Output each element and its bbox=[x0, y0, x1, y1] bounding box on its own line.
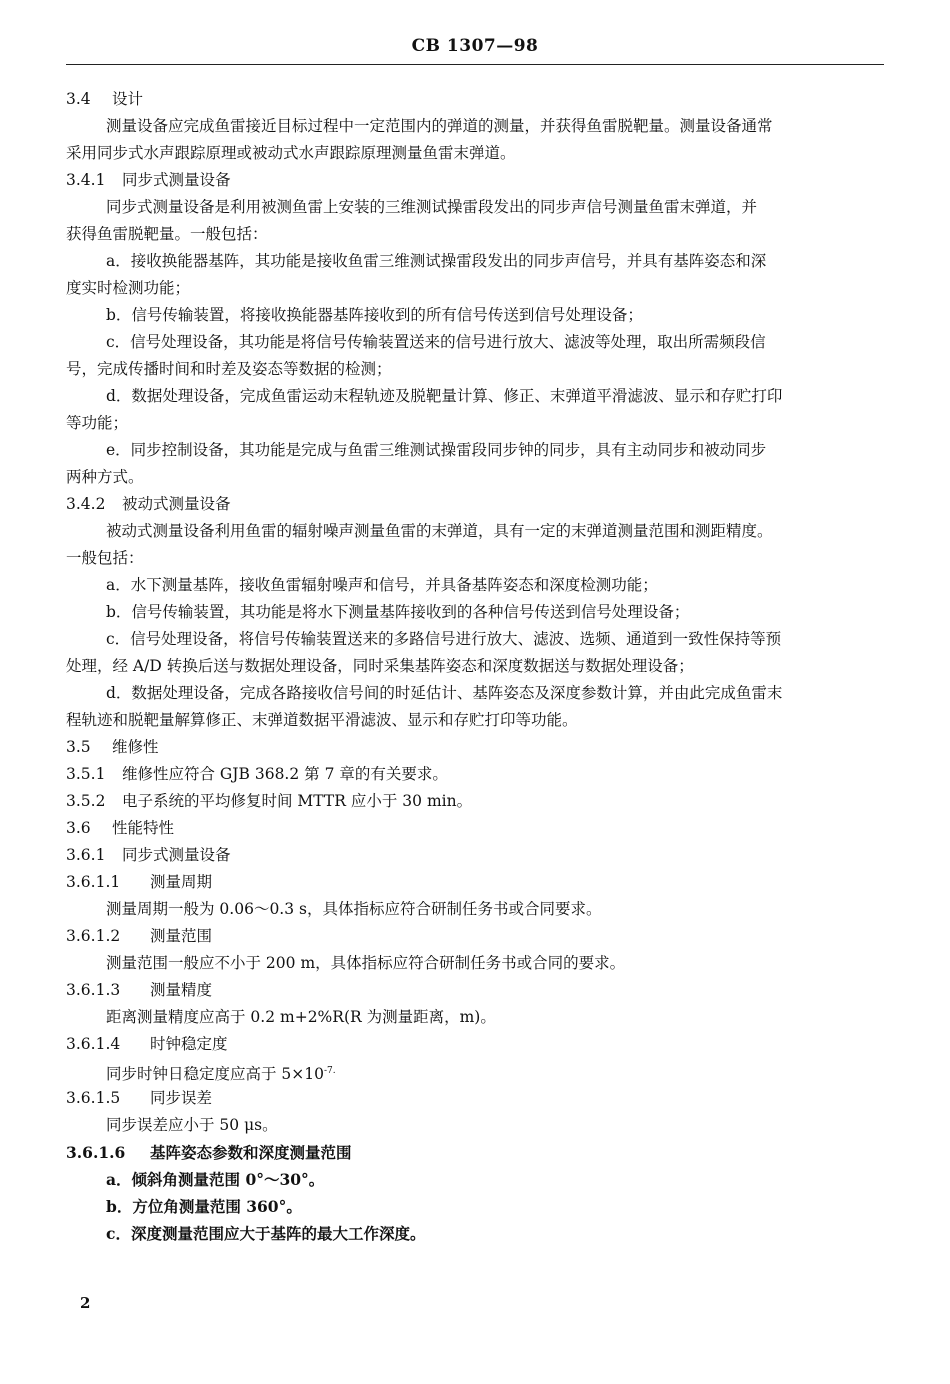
section-title: 时钟稳定度 bbox=[150, 1035, 228, 1053]
clause-3-5-2 bbox=[66, 788, 884, 815]
list-item-a: a．水下测量基阵，接收鱼雷辐射噪声和信号，并具备基阵姿态和深度检测功能； bbox=[106, 576, 658, 594]
section-number: 3.4 bbox=[66, 90, 91, 108]
paragraph-line: 被动式测量设备利用鱼雷的辐射噪声测量鱼雷的末弹道，具有一定的末弹道测量范围和测距精度。 bbox=[106, 522, 773, 540]
section-title: 被动式测量设备 bbox=[122, 495, 231, 513]
standard-code: CB 1307—98 bbox=[411, 36, 539, 56]
section-number: 3.5.1 bbox=[66, 765, 106, 783]
list-item-c-cont: 处理，经 A/D 转换后送与数据处理设备，同时采集基阵姿态和深度数据送与数据处理设备； bbox=[66, 657, 694, 675]
section-title: 性能特性 bbox=[112, 819, 175, 837]
heading-3-4 bbox=[66, 86, 884, 113]
section-title: 测量范围 bbox=[150, 927, 213, 945]
list-item-c: c．信号处理设备，将信号传输装置送来的多路信号进行放大、滤波、选频、通道到一致性保持等预 bbox=[106, 630, 782, 648]
heading-3-5 bbox=[66, 734, 884, 761]
page-number: 2 bbox=[80, 1294, 91, 1312]
clause-3-5-1 bbox=[66, 761, 884, 788]
list-item-d: d．数据处理设备，完成鱼雷运动末程轨迹及脱靶量计算、修正、末弹道平滑滤波、显示和存贮打印 bbox=[106, 387, 783, 405]
list-item-b: b．信号传输装置，其功能是将水下测量基阵接收到的各种信号传送到信号处理设备； bbox=[106, 603, 690, 621]
section-number: 3.5 bbox=[66, 738, 91, 756]
section-number: 3.6.1 bbox=[66, 846, 106, 864]
list-item-a-cont: 度实时检测功能； bbox=[66, 279, 191, 297]
paragraph-line: 距离测量精度应高于 0.2 m+2%R(R 为测量距离，m)。 bbox=[106, 1008, 496, 1026]
list-item-a: a．接收换能器基阵，其功能是接收鱼雷三维测试操雷段发出的同步声信号，并具有基阵姿态和深 bbox=[106, 252, 767, 270]
list-item-c: c．信号处理设备，其功能是将信号传输装置送来的信号进行放大、滤波等处理，取出所需频段信 bbox=[106, 333, 766, 351]
paragraph-line: 同步式测量设备是利用被测鱼雷上安装的三维测试操雷段发出的同步声信号测量鱼雷末弹道，并 bbox=[106, 198, 758, 216]
list-item-d-cont: 等功能； bbox=[66, 414, 129, 432]
heading-3-4-1 bbox=[66, 167, 884, 194]
paragraph-line: 采用同步式水声跟踪原理或被动式水声跟踪原理测量鱼雷末弹道。 bbox=[66, 144, 516, 162]
paragraph-line: 同步误差应小于 50 μs。 bbox=[106, 1116, 278, 1134]
section-number: 3.6 bbox=[66, 819, 91, 837]
paragraph-line: 获得鱼雷脱靶量。一般包括： bbox=[66, 225, 268, 243]
section-number: 3.6.1.3 bbox=[66, 981, 121, 999]
page-content bbox=[66, 86, 884, 1247]
section-title: 同步式测量设备 bbox=[122, 171, 231, 189]
clock-stability-text: 同步时钟日稳定度应高于 5×10 bbox=[106, 1065, 324, 1083]
list-item-d-cont: 程轨迹和脱靶量解算修正、末弹道数据平滑滤波、显示和存贮打印等功能。 bbox=[66, 711, 578, 729]
section-title: 维修性 bbox=[112, 738, 159, 756]
section-number: 3.6.1.5 bbox=[66, 1089, 121, 1107]
clause-text: 维修性应符合 GJB 368.2 第 7 章的有关要求。 bbox=[122, 765, 448, 783]
list-item-e-cont: 两种方式。 bbox=[66, 468, 144, 486]
heading-3-6-1-3 bbox=[66, 977, 884, 1004]
section-number: 3.6.1.4 bbox=[66, 1035, 121, 1053]
section-number: 3.4.2 bbox=[66, 495, 106, 513]
heading-3-4-2 bbox=[66, 491, 884, 518]
section-title: 设计 bbox=[112, 90, 144, 108]
section-number: 3.4.1 bbox=[66, 171, 106, 189]
section-number: 3.5.2 bbox=[66, 792, 106, 810]
heading-3-6-1-5 bbox=[66, 1085, 884, 1112]
list-item-b: b．信号传输装置，将接收换能器基阵接收到的所有信号传送到信号处理设备； bbox=[106, 306, 643, 324]
list-item-b: b．方位角测量范围 360°。 bbox=[106, 1197, 302, 1216]
paragraph-line: 测量范围一般应不小于 200 m，具体指标应符合研制任务书或合同的要求。 bbox=[106, 954, 626, 972]
section-number: 3.6.1.6 bbox=[66, 1143, 126, 1162]
list-item-c: c．深度测量范围应大于基阵的最大工作深度。 bbox=[106, 1224, 426, 1243]
section-title: 基阵姿态参数和深度测量范围 bbox=[150, 1143, 352, 1162]
heading-3-6-1 bbox=[66, 842, 884, 869]
list-item-e: e．同步控制设备，其功能是完成与鱼雷三维测试操雷段同步钟的同步，具有主动同步和被动同步 bbox=[106, 441, 767, 459]
clause-text: 电子系统的平均修复时间 MTTR 应小于 30 min。 bbox=[122, 792, 473, 810]
paragraph-line: 测量周期一般为 0.06～0.3 s，具体指标应符合研制任务书或合同要求。 bbox=[106, 900, 602, 918]
paragraph-line: 一般包括： bbox=[66, 549, 144, 567]
section-number: 3.6.1.1 bbox=[66, 873, 121, 891]
exponent: -7. bbox=[324, 1066, 336, 1076]
list-item-d: d．数据处理设备，完成各路接收信号间的时延估计、基阵姿态及深度参数计算，并由此完成鱼雷末 bbox=[106, 684, 783, 702]
list-item-c-cont: 号，完成传播时间和时差及姿态等数据的检测； bbox=[66, 360, 392, 378]
paragraph-line bbox=[66, 1058, 884, 1085]
heading-3-6-1-4 bbox=[66, 1031, 884, 1058]
paragraph-line: 测量设备应完成鱼雷接近目标过程中一定范围内的弹道的测量，并获得鱼雷脱靶量。测量设备通常 bbox=[106, 117, 773, 135]
section-title: 测量精度 bbox=[150, 981, 213, 999]
heading-3-6 bbox=[66, 815, 884, 842]
section-title: 同步误差 bbox=[150, 1089, 213, 1107]
heading-3-6-1-1 bbox=[66, 869, 884, 896]
section-title: 同步式测量设备 bbox=[122, 846, 231, 864]
section-number: 3.6.1.2 bbox=[66, 927, 121, 945]
list-item-a: a．倾斜角测量范围 0°～30°。 bbox=[106, 1170, 325, 1189]
header-rule bbox=[66, 64, 884, 65]
heading-3-6-1-2 bbox=[66, 923, 884, 950]
section-title: 测量周期 bbox=[150, 873, 213, 891]
heading-3-6-1-6 bbox=[66, 1139, 884, 1166]
